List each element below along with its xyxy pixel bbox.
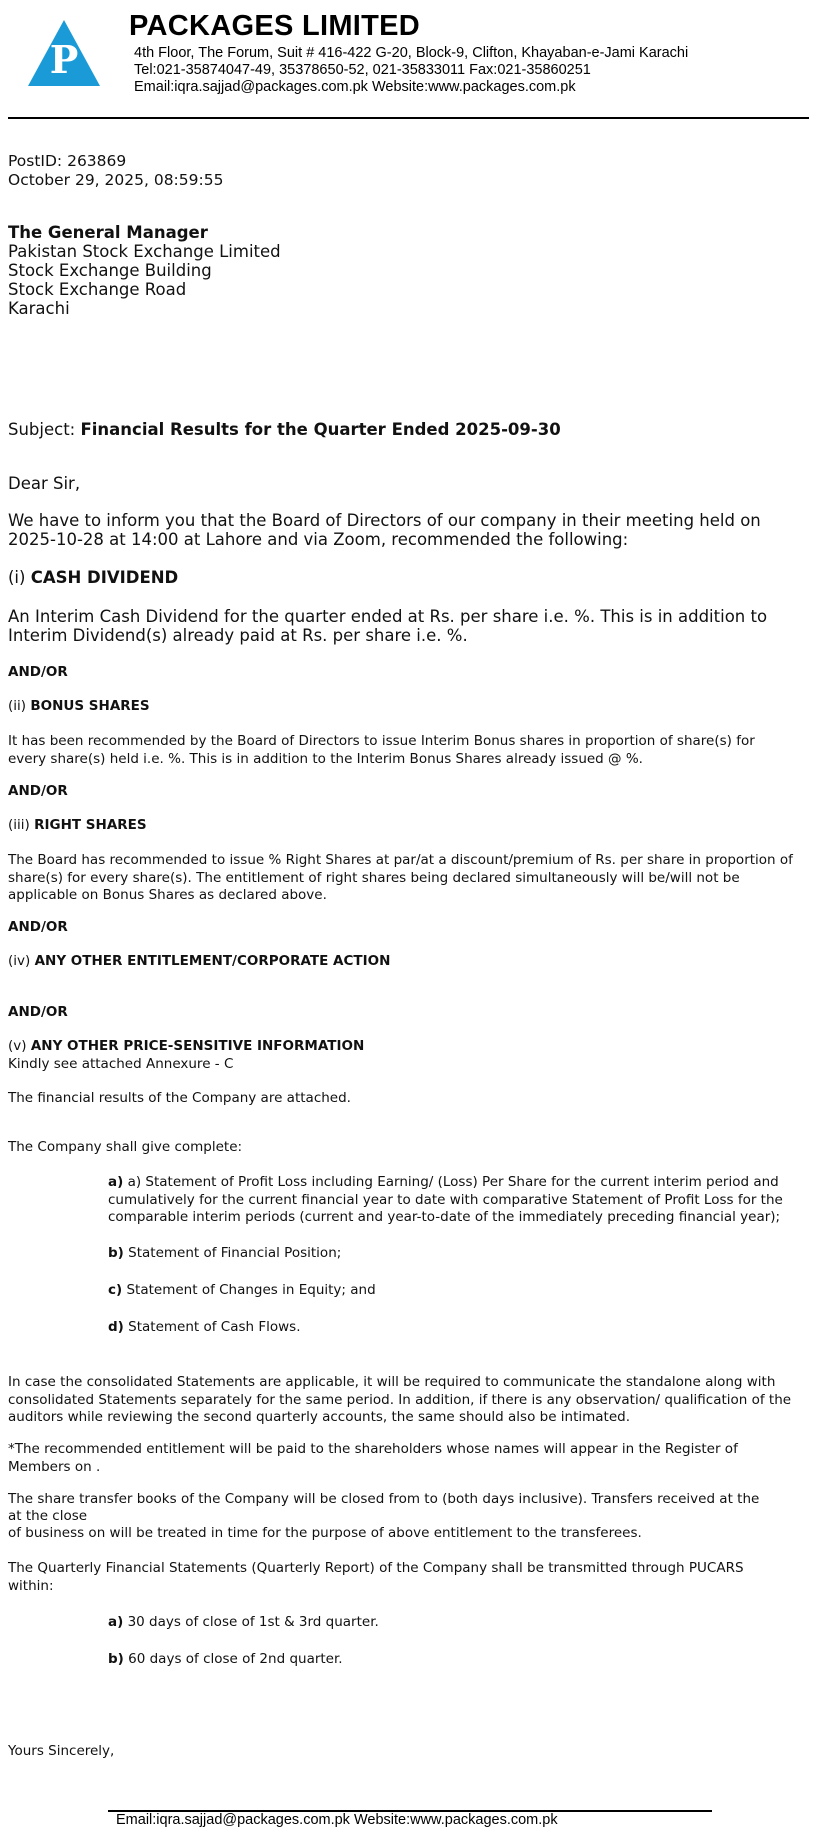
transfer-line-3: of business on will be treated in time for the purpose of above entitlement to the transferees.: [8, 1525, 642, 1541]
cash-dividend-heading: [8, 568, 178, 587]
bonus-shares-title: BONUS SHARES: [30, 698, 150, 714]
recipient-line-1: Pakistan Stock Exchange Limited: [8, 242, 281, 261]
price-sensitive-heading: [8, 1038, 364, 1054]
recipient-title: The General Manager: [8, 223, 208, 242]
transfer-line-2: at the close: [8, 1508, 88, 1524]
company-logo: [28, 20, 100, 86]
price-sensitive-title: ANY OTHER PRICE-SENSITIVE INFORMATION: [30, 1038, 365, 1054]
closing: Yours Sincerely,: [8, 1743, 115, 1759]
deadline-item-b-label: b): [108, 1651, 124, 1667]
consolidated-paragraph: In case the consolidated Statements are applicable, it will be required to communicate the standalone along with consolidated Statements separately for the same period. In addition, if there is any observation/ qualification of the auditors while reviewing the second quarterly accounts, the same should also be intimated.: [8, 1374, 792, 1425]
bonus-shares-heading: [8, 698, 150, 714]
salutation: Dear Sir,: [8, 474, 81, 493]
statement-item-c-label: c): [108, 1282, 123, 1298]
header-divider: [8, 117, 809, 119]
statement-item-d-label: d): [108, 1319, 124, 1335]
other-entitlement-title: ANY OTHER ENTITLEMENT/CORPORATE ACTION: [34, 953, 391, 969]
post-datetime: October 29, 2025, 08:59:55: [8, 171, 224, 189]
give-complete: The Company shall give complete:: [8, 1139, 243, 1155]
statement-item-b: [108, 1245, 798, 1263]
other-entitlement-prefix: (iv): [8, 953, 31, 969]
deadline-item-a-label: a): [108, 1614, 124, 1630]
and-or-3: AND/OR: [8, 919, 68, 935]
right-shares-text: The Board has recommended to issue % Right Shares at par/at a discount/premium of Rs. per share in proportion of share(s) for every share(s). The entitlement of right shares being declared simultaneously will be/will not be applicable on Bonus Shares as declared above.: [8, 852, 793, 903]
intro-paragraph: We have to inform you that the Board of Directors of our company in their meeting held on 2025-10-28 at 14:00 at Lahore and via Zoom, recommended the following:: [8, 511, 761, 549]
recipient-line-2: Stock Exchange Building: [8, 261, 212, 280]
company-name: PACKAGES LIMITED: [129, 10, 421, 42]
logo-letter: P: [49, 37, 79, 82]
cash-dividend-title: CASH DIVIDEND: [30, 568, 179, 587]
entitlement-paragraph: *The recommended entitlement will be paid to the shareholders whose names will appear in the Register of Members on .: [8, 1441, 738, 1475]
company-address: 4th Floor, The Forum, Suit # 416-422 G-20, Block-9, Clifton, Khayaban-e-Jami Karachi: [134, 45, 689, 61]
footer-email-website: Email:iqra.sajjad@packages.com.pk Website:www.packages.com.pk: [116, 1812, 558, 1828]
statement-item-c: [108, 1282, 798, 1300]
company-email-website: Email:iqra.sajjad@packages.com.pk Website:www.packages.com.pk: [134, 79, 576, 95]
recipient-line-4: Karachi: [8, 299, 70, 318]
other-entitlement-heading: [8, 953, 390, 969]
transfer-line-1: The share transfer books of the Company will be closed from to (both days inclusive). Transfers received at the: [8, 1491, 760, 1507]
recipient-line-3: Stock Exchange Road: [8, 280, 187, 299]
post-id: PostID: 263869: [8, 152, 127, 170]
and-or-2: AND/OR: [8, 783, 68, 799]
statement-item-b-text: Statement of Financial Position;: [128, 1245, 342, 1261]
subject-line: [8, 420, 561, 439]
deadline-item-b: [108, 1651, 798, 1669]
statement-item-a: [108, 1174, 798, 1227]
cash-dividend-text: An Interim Cash Dividend for the quarter ended at Rs. per share i.e. %. This is in addition to Interim Dividend(s) already paid at Rs. per share i.e. %.: [8, 607, 768, 645]
price-sensitive-prefix: (v): [8, 1038, 27, 1054]
statement-item-a-label: a): [108, 1174, 124, 1190]
cash-dividend-prefix: (i): [8, 568, 26, 587]
subject-label: Subject:: [8, 420, 76, 439]
and-or-4: AND/OR: [8, 1004, 68, 1020]
right-shares-prefix: (iii): [8, 817, 30, 833]
statement-item-d-text: Statement of Cash Flows.: [128, 1319, 301, 1335]
right-shares-title: RIGHT SHARES: [34, 817, 147, 833]
letterhead: [0, 0, 817, 118]
statement-item-c-text: Statement of Changes in Equity; and: [126, 1282, 376, 1298]
statement-item-d: [108, 1319, 798, 1337]
deadline-item-a: [108, 1614, 798, 1632]
deadline-item-a-text: 30 days of close of 1st & 3rd quarter.: [127, 1614, 379, 1630]
statement-item-a-text: a) Statement of Profit Loss including Earning/ (Loss) Per Share for the current interim period and cumulatively for the current financial year to date with comparative Statement of Profit Loss for the comparable interim periods (current and year-to-date of the immediately preceding financial year);: [108, 1174, 783, 1225]
right-shares-heading: [8, 817, 147, 833]
results-attached: The financial results of the Company are attached.: [8, 1090, 351, 1106]
deadline-item-b-text: 60 days of close of 2nd quarter.: [128, 1651, 343, 1667]
bonus-shares-prefix: (ii): [8, 698, 27, 714]
and-or-1: AND/OR: [8, 664, 68, 680]
company-phone: Tel:021-35874047-49, 35378650-52, 021-35833011 Fax:021-35860251: [134, 62, 591, 78]
statement-item-b-label: b): [108, 1245, 124, 1261]
subject-text: Financial Results for the Quarter Ended 2025-09-30: [80, 420, 561, 439]
bonus-shares-text: It has been recommended by the Board of Directors to issue Interim Bonus shares in proportion of share(s) for every share(s) held i.e. %. This is in addition to the Interim Bonus Shares already issued @ %.: [8, 733, 755, 767]
price-sensitive-text: Kindly see attached Annexure - C: [8, 1056, 234, 1072]
pucars-paragraph: The Quarterly Financial Statements (Quarterly Report) of the Company shall be transmitted through PUCARS within:: [8, 1560, 744, 1594]
